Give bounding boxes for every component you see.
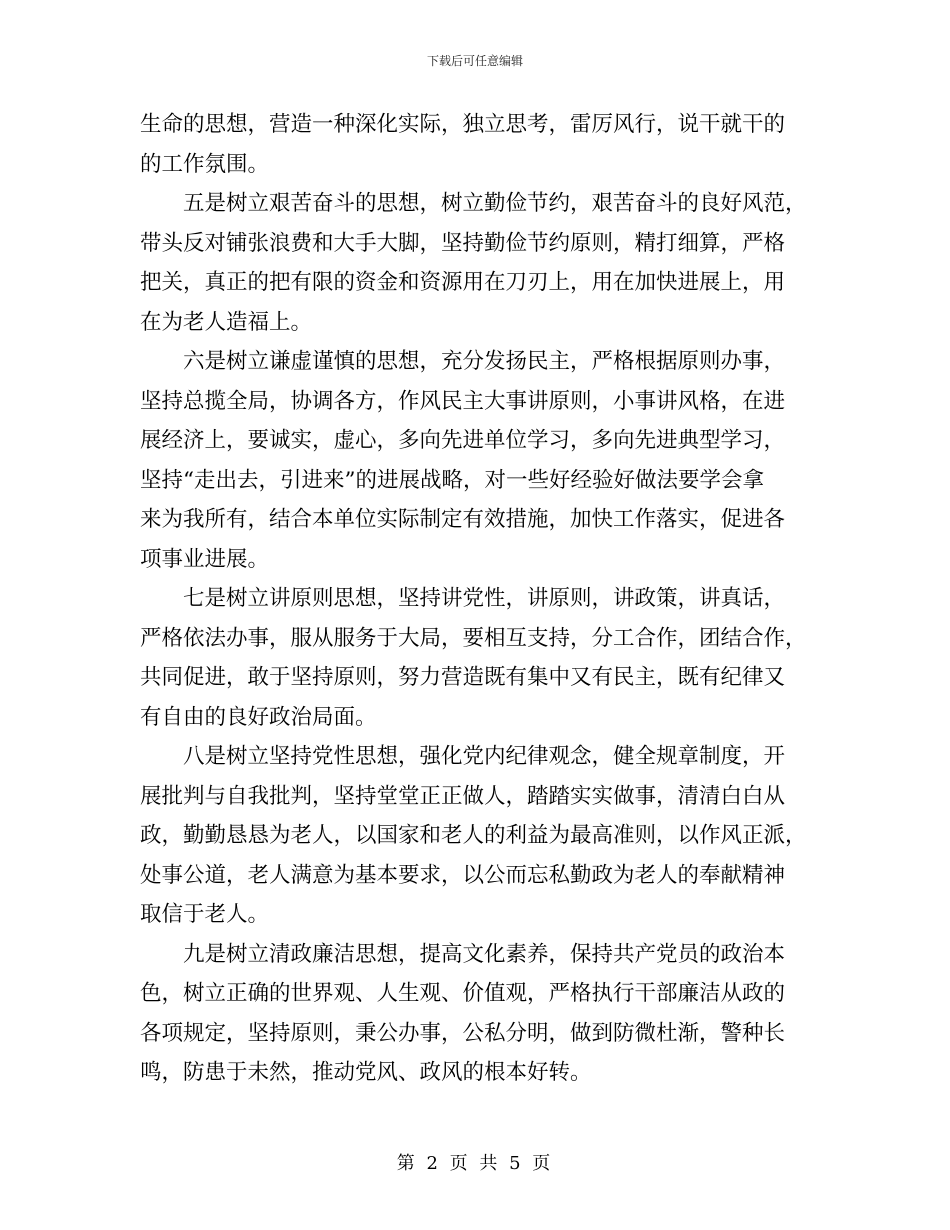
text-line: 有自由的良好政治局面。 [140, 704, 377, 730]
header-note: 下载后可任意编辑 [426, 54, 523, 68]
text-line: 展经济上，要诚实，虚心，多向先进单位学习，多向先进典型学习， [140, 428, 786, 453]
text-line: 取信于老人。 [140, 902, 270, 927]
text-line: 展批判与自我批判，坚持堂堂正正做人，踏踏实实做事，清清白白从 [140, 783, 786, 809]
text-line: 六是树立谦虚谨慎的思想，充分发扬民主，严格根据原则办事， [183, 349, 786, 374]
text-line: 的工作氛围。 [140, 151, 270, 177]
text-line: 坚持总揽全局，协调各方，作风民主大事讲原则，小事讲风格，在进 [140, 388, 786, 414]
text-line: 把关，真正的把有限的资金和资源用在刀刃上，用在加快进展上，用 [140, 270, 786, 295]
paragraph-item-five [140, 184, 815, 342]
text-line: 鸣，防患于未然，推动党风、政风的根本好转。 [140, 1060, 592, 1085]
text-line: 坚持“走出去，引进来”的进展战略，对一些好经验好做法要学会拿 [140, 467, 764, 493]
paragraph-item-seven [140, 579, 815, 737]
paragraph-item-six [140, 342, 815, 579]
text-line: 七是树立讲原则思想，坚持讲党性，讲原则，讲政策，讲真话， [183, 586, 786, 611]
text-line: 政，勤勤恳恳为老人，以国家和老人的利益为最高准则，以作风正派， [140, 823, 807, 848]
text-line: 各项规定，坚持原则，秉公办事，公私分明，做到防微杜渐，警种长 [140, 1020, 786, 1046]
text-line: 共同促进，敢于坚持原则，努力营造既有集中又有民主，既有纪律又 [140, 665, 786, 690]
page-number-footer: 第 2 页 共 5 页 [396, 1153, 554, 1174]
text-line: 九是树立清政廉洁思想，提高文化素养，保持共产党员的政治本 [183, 941, 786, 967]
text-line: 来为我所有，结合本单位实际制定有效措施，加快工作落实，促进各 [140, 507, 786, 532]
text-line: 严格依法办事，服从服务于大局，要相互支持，分工合作，团结合作， [140, 625, 807, 651]
paragraph-continuation [140, 105, 815, 184]
text-line: 处事公道，老人满意为基本要求，以公而忘私勤政为老人的奉献精神 [140, 862, 786, 888]
text-line: 八是树立坚持党性思想，强化党内纪律观念，健全规章制度，开 [183, 744, 786, 769]
text-line: 五是树立艰苦奋斗的思想，树立勤俭节约，艰苦奋斗的良好风范， [183, 191, 807, 216]
text-line: 带头反对铺张浪费和大手大脚，坚持勤俭节约原则，精打细算，严格 [140, 230, 786, 256]
text-line: 色，树立正确的世界观、人生观、价值观，严格执行干部廉洁从政的 [140, 981, 786, 1006]
paragraph-item-eight [140, 737, 815, 935]
text-line: 生命的思想，营造一种深化实际，独立思考，雷厉风行，说干就干的 [140, 112, 786, 137]
text-line: 项事业进展。 [140, 546, 270, 572]
text-line: 在为老人造福上。 [140, 309, 313, 335]
paragraph-item-nine [140, 935, 815, 1093]
document-body [140, 105, 815, 1093]
